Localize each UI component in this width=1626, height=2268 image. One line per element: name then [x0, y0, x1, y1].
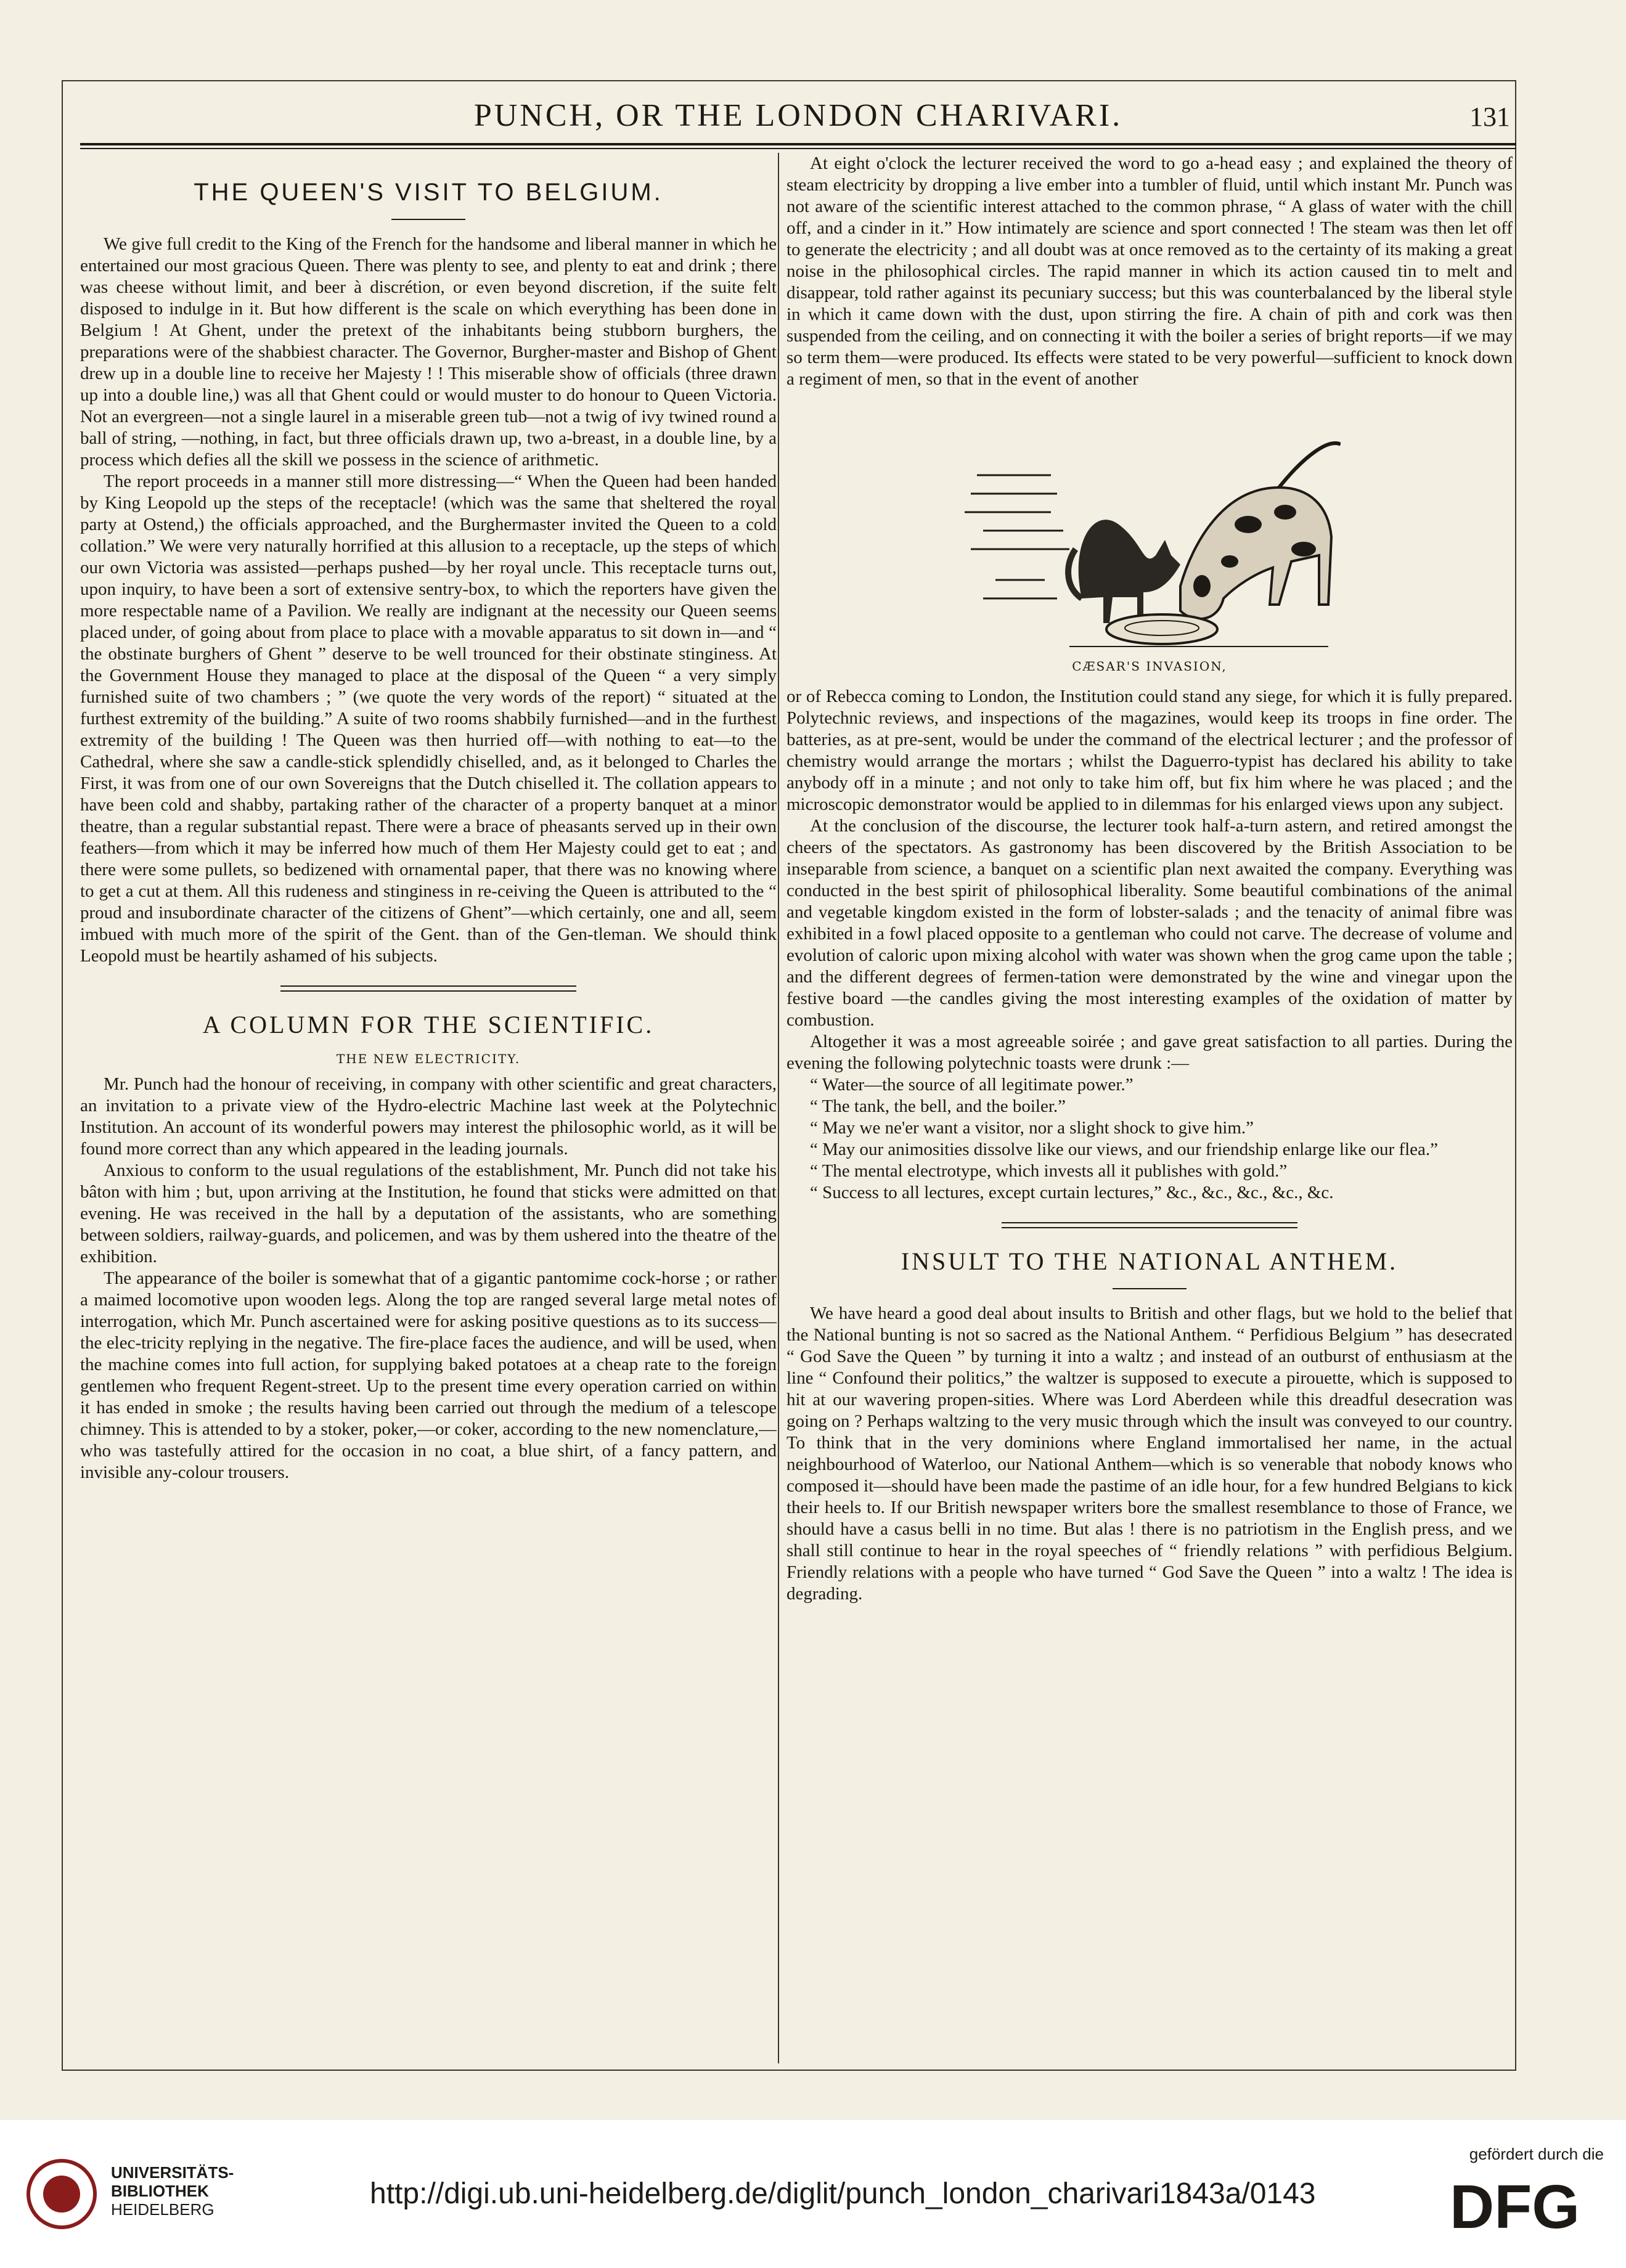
running-head — [80, 91, 1516, 141]
toast-line: “ May our animosities dissolve like our views, and our friendship enlarge like our flea.” — [810, 1140, 1439, 1159]
page-number: 131 — [1469, 102, 1510, 132]
dfg-logo-text: DFG — [1450, 2172, 1580, 2237]
library-line: BIBLIOTHEK — [111, 2182, 209, 2200]
article-paragraph: The report proceeds in a manner still more distressing—“ When the Queen had been handed by King Leopold up the steps of the receptacle! (which was the same that sheltered the royal party at Ostend,) the officials approached, and the Burghermaster invited the Queen to a cold collation.” We were very naturally horrified at this allusion to a receptacle, up the steps of which our own Victoria was assisted—perhaps pushed—by her royal uncle. This receptacle turns out, upon inquiry, to have been a sort of extensive sentry-box, to which the reporters have given the more respectable name of a Pavilion. We really are indignant at the necessity our Queen seems placed under, of going about from place to place with a movable apparatus to sit down in—and “ the obstinate burghers of Ghent ” deserve to be well trounced for their obstinate stinginess. At the Government House they managed to place at the disposal of the Queen “ a very simply furnished suite of two chambers ; ” (we quote the very words of the report) “ situated at the furthest extremity of the building.” A suite of two rooms shabbily furnished—and in the furthest extremity of the building ! The Queen was then hurried off—with nothing to eat—to the Cathedral, where she saw a candle-stick splendidly chiselled, and, as it belonged to Charles the First, it was from one of our own Sovereigns that the Dutch chiselled it. The collation appears to have been cold and shabby, partaking rather of the character of a property banquet at a minor theatre, than a regular substantial repast. There were a brace of pheasants served up in their own feathers—from which it may be inferred how much of them Her Majesty could get to eat ; and there were some pullets, so bedizened with ornamental paper, that there was no knowing where to get a cut at them. All this rudeness and stinginess in re-ceiving the Queen is attributed to the “ proud and insubordinate character of the citizens of Ghent”—which certainly, one and all, seem imbued with much more of the spirit of the Gent. than of the Gen-tleman. We should think Leopold must be heartily ashamed of his subjects. — [80, 471, 777, 966]
article-paragraph: At eight o'clock the lecturer received the word to go a-head easy ; and explained the theory of steam electricity by dropping a live ember into a tumbler of fluid, until which instant Mr. Punch was not aware of the scientific interest attached to the common phrase, “ A glass of water with the chill off, and a cinder in it.” How intimately are science and sport connected ! The steam was then let off to generate the electricity ; and all doubt was at once removed as to the certainty of its making a great noise in the philosophical circles. The rapid manner in which its action caused tin to melt and disappear, told rather against its pecuniary success; but this was counterbalanced by the liberal style in which it came down with the dust, upon stirring the fire. A chain of pith and cork was then suspended from the ceiling, and on connecting it with the boiler a series of bright reports—if we may so term them—were produced. Its effects were stated to be very powerful—sufficient to knock down a regiment of men, so that in the event of another — [786, 153, 1513, 389]
source-url-link[interactable]: http://digi.ub.uni-heidelberg.de/diglit/punch_london_charivari1843a/0143 — [370, 2177, 1316, 2210]
right-column — [778, 153, 1513, 2063]
header-rule — [80, 143, 1516, 145]
article-paragraph: We give full credit to the King of the French for the handsome and liberal manner in which he entertained our most gracious Queen. There was plenty to see, and plenty to eat and drink ; there was cheese without limit, and beer à discrétion, or even beyond discretion, if the suite felt disposed to indulge in it. But how different is the scale on which everything has been done in Belgium ! At Ghent, under the pretext of the inhabitants being stubborn burghers, the preparations were of the shabbiest character. The Governor, Burgher-master and Bishop of Ghent drew up in a double line to receive her Majesty ! ! This miserable show of officials (three drawn up into a double line,) was all that Ghent could or would muster to do honour to Queen Victoria. Not an evergreen—not a single laurel in a miserable green tub—not a twig of ivy twined round a ball of string, —nothing, in fact, but three officials drawn up, two a-breast, in a double line, by a process which defies all the skill we possess in the science of arithmetic. — [80, 234, 777, 470]
figure-caption: CÆSAR'S INVASION, — [1072, 659, 1227, 674]
page-title: PUNCH, OR THE LONDON CHARIVARI. — [473, 98, 1123, 133]
article-paragraph: We have heard a good deal about insults to British and other flags, but we hold to the belief that the National bunting is not so sacred as the National Anthem. “ Perfidious Belgium ” has desecrated “ God Save the Queen ” by turning it into a waltz ; and instead of an outburst of enthusiasm at the line “ Confound their politics,” the waltzer is supposed to execute a pirouette, which is supposed to hit at our wavering propen-sities. Where was Lord Aberdeen while this dreadful desecration was going on ? Perhaps waltzing to the very music through which the insult was conveyed to our country. To think that in the very dominions where England immortalised her name, in the actual neighbourhood of Waterloo, our National Anthem—which is so venerable that nobody knows who composed it—should have been made the pastime of an idle hour, for a few hundred Belgians to kick their heels to. If our British newspaper writers bore the smallest resemblance to those of France, we should have a casus belli in no time. But alas ! there is no patriotism in the English press, and we shall still continue to hear in the royal speeches of “ friendly relations ” with perfidious Belgium. Friendly relations with a people who have turned “ God Save the Queen ” into a waltz ! The idea is degrading. — [786, 1303, 1513, 1604]
toast-line: “ Success to all lectures, except curtain lectures,” &c., &c., &c., &c., &c. — [810, 1183, 1334, 1202]
toast-line: “ Water—the source of all legitimate power.” — [810, 1075, 1134, 1095]
dfg-logo — [1450, 2169, 1604, 2240]
left-column — [80, 153, 777, 2063]
library-line: HEIDELBERG — [111, 2200, 214, 2219]
library-name — [111, 2163, 234, 2219]
university-seal-icon — [25, 2157, 99, 2231]
library-line: UNIVERSITÄTS- — [111, 2163, 234, 2182]
article-paragraph: Anxious to conform to the usual regulations of the establishment, Mr. Punch did not take his bâton with him ; but, upon arriving at the Institution, he found that sticks were admitted on that evening. He was received in the hall by a deputation of the assistants, who are something between soldiers, railway-guards, and policemen, and was by them ushered into the theatre of the exhibition. — [80, 1161, 777, 1267]
article-paragraph: Altogether it was a most agreeable soirée ; and gave great satisfaction to all parties. During the evening the following polytechnic toasts were drunk :— — [786, 1032, 1513, 1073]
toast-line: “ The mental electrotype, which invests all it publishes with gold.” — [810, 1161, 1288, 1181]
funded-by-label: gefördert durch die — [1469, 2145, 1604, 2163]
article-paragraph: or of Rebecca coming to London, the Institution could stand any siege, for which it is fully prepared. Polytechnic reviews, and inspections of the magazines, would keep its troops in fine order. The batteries, as at pre-sent, would be under the command of the electrical lecturer ; and the professor of chemistry would arrange the mortars ; whilst the Daguerro-typist has declared his ability to take anybody off in a minute ; and not only to take him off, but fix him where he was placed ; and the microscopic demonstrator would be applied to in dilemmas for his enlarged views upon any subject. — [786, 687, 1513, 814]
article-heading-anthem: INSULT TO THE NATIONAL ANTHEM. — [901, 1247, 1399, 1275]
toast-line: “ The tank, the bell, and the boiler.” — [810, 1096, 1066, 1116]
cat-and-dog-illustration — [958, 401, 1341, 654]
article-heading-scientific: A COLUMN FOR THE SCIENTIFIC. — [202, 1011, 655, 1038]
article-paragraph: Mr. Punch had the honour of receiving, in company with other scientific and great characters, an invitation to a private view of the Hydro-electric Machine last week at the Polytechnic Institution. An account of its wonderful powers may interest the philosophic world, as it will be found more correct than any which appeared in the leading journals. — [80, 1074, 777, 1159]
article-paragraph: The appearance of the boiler is somewhat that of a gigantic pantomime cock-horse ; or rather a maimed locomotive upon wooden legs. Along the top are ranged several large metal notes of interrogation, which Mr. Punch ascertained were for asking positive questions as to its success—the elec-tricity replying in the negative. The fire-place faces the audience, and will be used, when the machine comes into full action, for supplying baked potatoes at a cheap rate to the foreign gentlemen who frequent Regent-street. Up to the present time every operation carried on within it has ended in smoke ; the results having been carried out through the medium of a telescope chimney. This is attended to by a stoker, poker,—or coker, according to the new nomenclature,—who was tastefully attired for the occasion in no coat, a blue shirt, of a fancy pattern, and invisible any-colour trousers. — [80, 1268, 777, 1482]
short-rule — [1113, 1288, 1187, 1289]
digitization-footer — [0, 2120, 1626, 2268]
section-divider — [1002, 1222, 1297, 1228]
article-subheading: THE NEW ELECTRICITY. — [336, 1051, 521, 1066]
article-heading-queens-visit: THE QUEEN'S VISIT TO BELGIUM. — [194, 179, 663, 206]
header-rule-thin — [80, 148, 1516, 149]
article-paragraph: At the conclusion of the discourse, the lecturer took half-a-turn astern, and retired amongst the cheers of the spectators. As gastronomy has been discovered by the British Association to be inseparable from science, a banquet on a scientific plan next awaited the company. Everything was conducted in the best spirit of philosophical liberality. Some beautiful combinations of the animal and vegetable kingdom existed in the form of lobster-salads ; and the tenacity of animal fibre was exhibited in a fowl placed opposite to a gentleman who could not carve. The decrease of volume and evolution of caloric upon mixing alcohol with water was shown when the grog came upon the table ; and the different degrees of fermen-tation were demonstrated by the wine and vinegar upon the festive board —the candles giving the most interesting examples of the oxidation of matter by combustion. — [786, 816, 1513, 1030]
illustration-caesars-invasion — [786, 401, 1513, 674]
section-divider — [280, 985, 576, 992]
toast-line: “ May we ne'er want a visitor, nor a slight shock to give him.” — [810, 1118, 1254, 1138]
short-rule — [391, 219, 465, 220]
